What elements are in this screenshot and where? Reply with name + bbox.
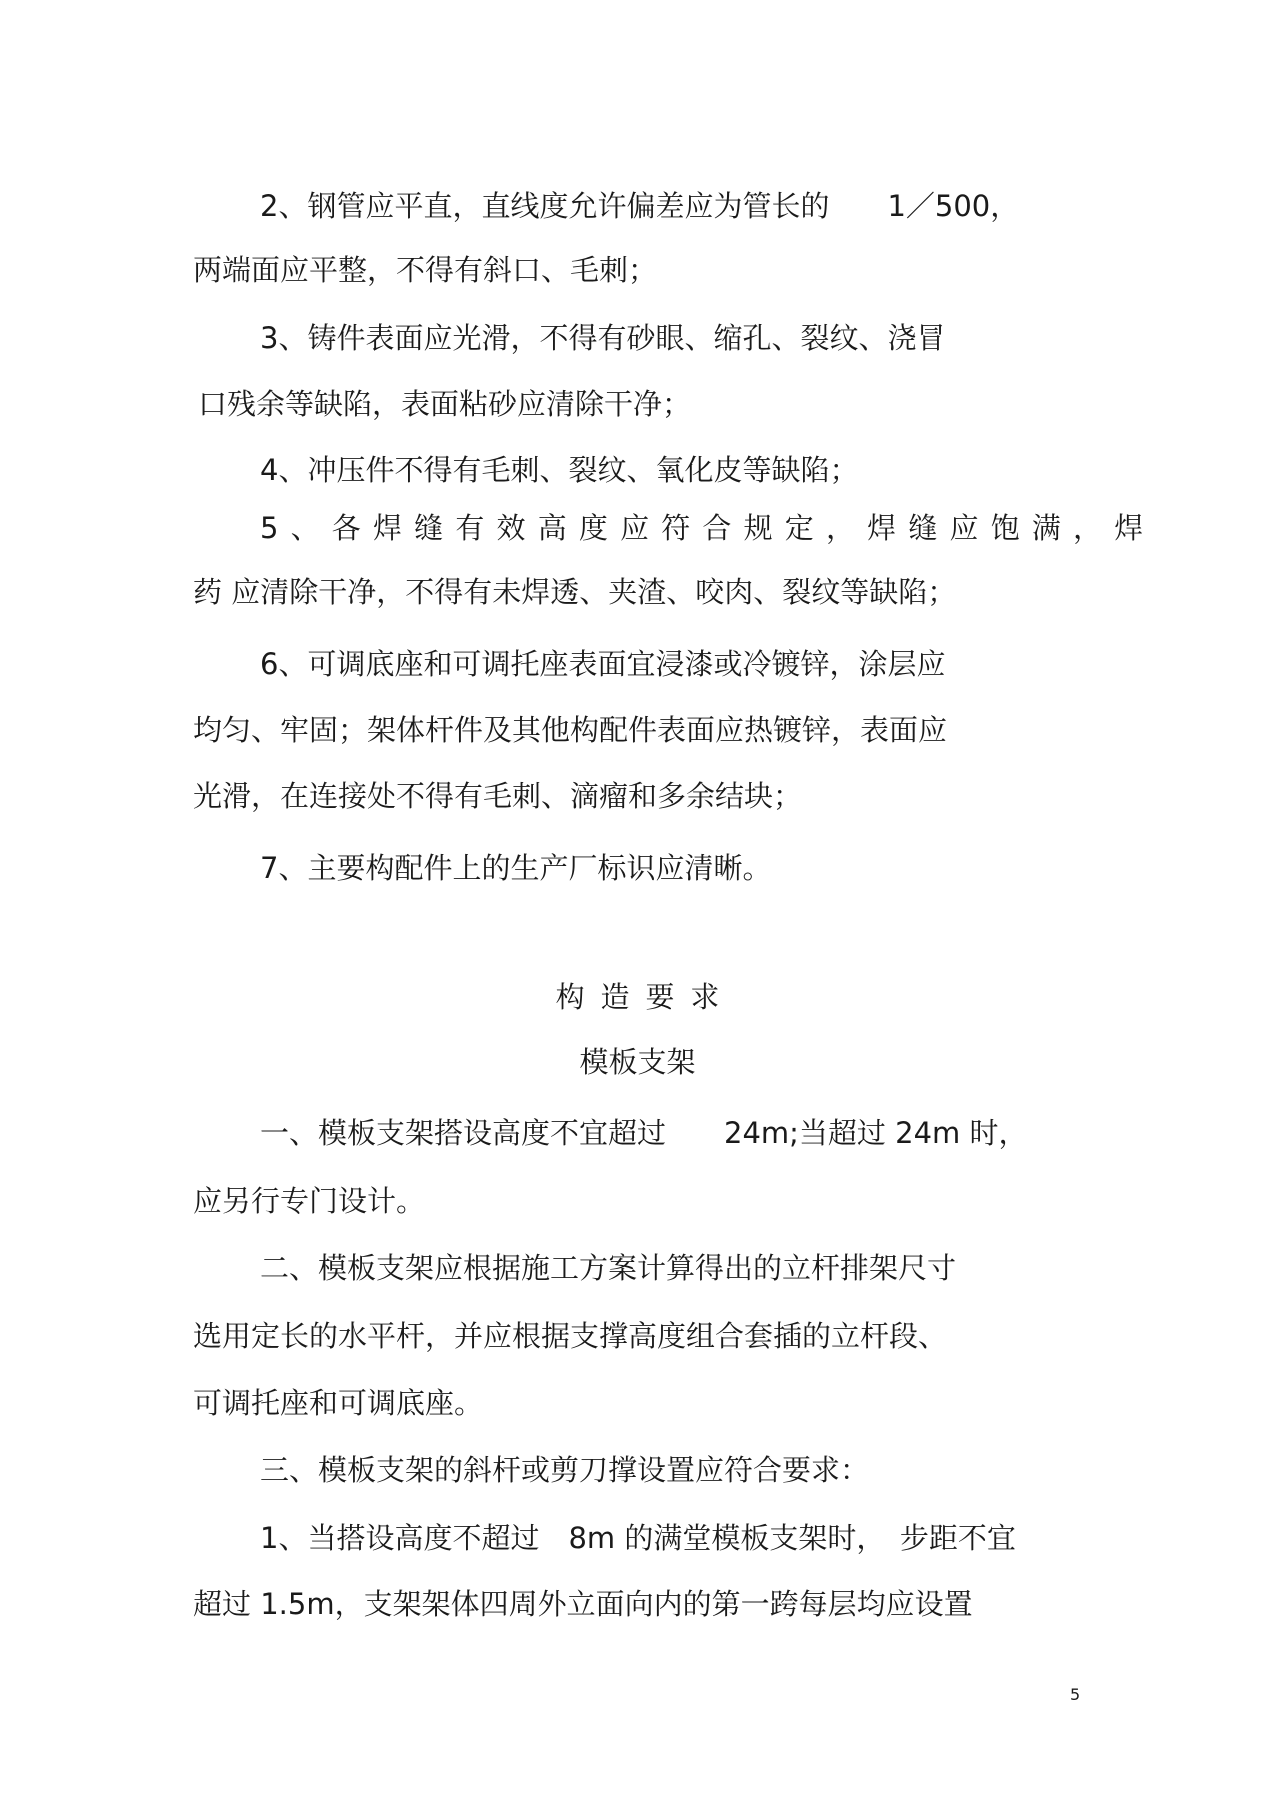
paragraph-line: 一、模板支架搭设高度不宜超过 24m;当超过 24m 时，: [260, 1116, 1028, 1150]
paragraph-line: 选用定长的水平杆，并应根据支撑高度组合套插的立杆段、: [193, 1319, 948, 1353]
subsection-heading: 模板支架: [579, 1045, 696, 1079]
paragraph-line: 光滑，在连接处不得有毛刺、滴瘤和多余结块；: [193, 779, 803, 813]
paragraph-line: 可调托座和可调底座。: [193, 1386, 484, 1420]
paragraph-line: 3、铸件表面应光滑，不得有砂眼、缩孔、裂纹、浇冒: [260, 321, 946, 355]
paragraph-line: 6、可调底座和可调托座表面宜浸漆或冷镀锌，涂层应: [260, 647, 946, 681]
paragraph-line: 7、主要构配件上的生产厂标识应清晰。: [260, 851, 772, 885]
paragraph-line: 应另行专门设计。: [193, 1184, 426, 1218]
paragraph-line: 口残余等缺陷，表面粘砂应清除干净；: [198, 387, 692, 421]
paragraph-line: 1、当搭设高度不超过 8m 的满堂模板支架时， 步距不宜: [260, 1521, 1016, 1555]
paragraph-line: 5、各焊缝有效高度应符合规定，焊缝应饱满，焊: [260, 511, 1156, 545]
paragraph-line: 药 应清除干净，不得有未焊透、夹渣、咬肉、裂纹等缺陷；: [193, 575, 957, 609]
paragraph-line: 4、冲压件不得有毛刺、裂纹、氧化皮等缺陷；: [260, 453, 859, 487]
paragraph-line: 2、钢管应平直，直线度允许偏差应为管长的 1／500，: [260, 189, 1020, 223]
paragraph-line: 二、模板支架应根据施工方案计算得出的立杆排架尺寸: [260, 1251, 957, 1285]
page-number: 5: [1070, 1685, 1081, 1704]
paragraph-line: 超过 1.5m，支架架体四周外立面向内的第一跨每层均应设置: [193, 1587, 973, 1621]
section-heading: 构造要求: [555, 980, 736, 1014]
paragraph-line: 两端面应平整，不得有斜口、毛刺；: [193, 253, 658, 287]
paragraph-line: 三、模板支架的斜杆或剪刀撑设置应符合要求：: [260, 1453, 870, 1487]
paragraph-line: 均匀、牢固；架体杆件及其他构配件表面应热镀锌，表面应: [193, 713, 948, 747]
